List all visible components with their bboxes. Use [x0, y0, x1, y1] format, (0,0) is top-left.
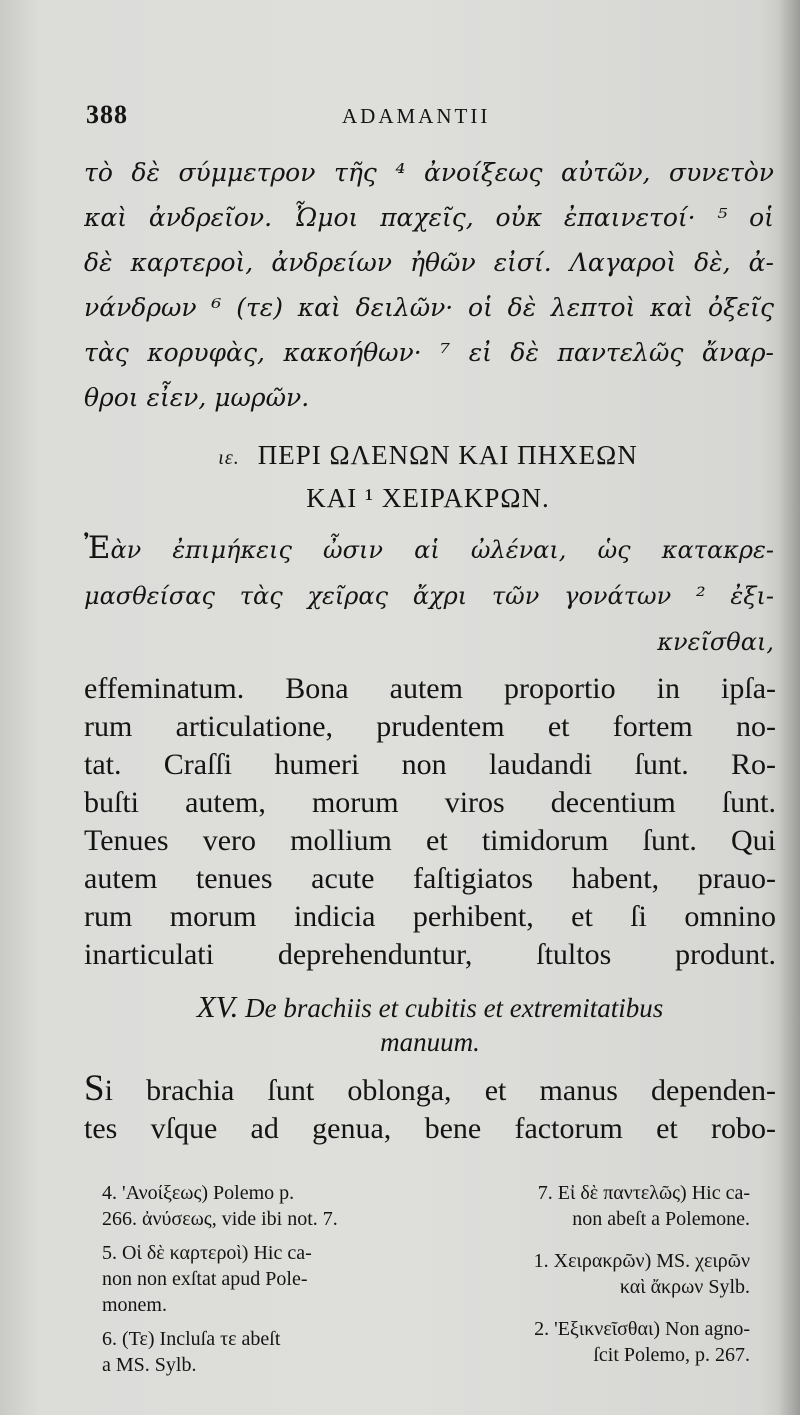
greek-line: δὲ καρτεροὶ, ἀνδρείων ἠθῶν εἰσί. Λαγαροὶ δὲ, ἀ- — [84, 248, 774, 277]
footnote — [102, 1240, 422, 1318]
footnote-line: 5. Οἱ δὲ καρτεροὶ) Hic ca- — [102, 1242, 312, 1264]
footnote-line: ſcit Polemo, p. 267. — [593, 1344, 750, 1366]
footnote — [430, 1248, 750, 1300]
latin-heading-line2: manuum. — [380, 1027, 480, 1057]
latin-line: rum morum indicia perhibent, et ſi omnino — [84, 900, 776, 933]
footnote-line: 4. 'Ανοίξεως) Polemo p. — [102, 1182, 295, 1204]
page-gutter-shadow — [778, 0, 800, 1415]
latin-initial-letter: S — [84, 1070, 105, 1109]
footnote — [430, 1180, 750, 1232]
greek-heading-line1: ΠΕΡΙ ΩΛΕΝΩΝ ΚΑΙ ΠΗΧΕΩΝ — [257, 440, 638, 470]
latin-line: Tenues vero mollium et timidorum ſunt. Qui — [84, 824, 776, 857]
footnote-line: non abeſt a Polemone. — [572, 1208, 750, 1230]
greek-line: τὸ δὲ σύμμετρον τῆς ⁴ ἀνοίξεως αὐτῶν, συνετὸν — [84, 158, 774, 187]
footnote-line: 7. Εἰ δὲ παντελῶς) Hic ca- — [537, 1182, 750, 1204]
greek-body-line: ὰν ἐπιμήκεις ὦσιν αἱ ὠλέναι, ὡς κατακρε- — [110, 536, 774, 564]
greek-body-line: κνεῖσθαι, — [657, 628, 774, 656]
greek-section-number: ιε. — [218, 447, 240, 469]
greek-body-text — [84, 525, 774, 665]
footnote — [102, 1180, 422, 1232]
greek-line: καὶ ἀνδρεῖον. Ὦμοι παχεῖς, οὐκ ἐπαινετοί· ⁵ οἱ — [84, 203, 774, 232]
latin-body-text — [84, 670, 776, 974]
greek-line: νάνδρων ⁶ (τε) καὶ δειλῶν· οἱ δὲ λεπτοὶ καὶ ὀξεῖς — [84, 293, 774, 322]
page-header — [86, 100, 776, 140]
footnote-line: 6. (Τε) Incluſa τε abeſt — [102, 1328, 281, 1350]
footnote-line: 266. ἀνύσεως, vide ibi not. 7. — [102, 1208, 338, 1230]
greek-heading-line2: ΚΑΙ ¹ ΧΕΙΡΑΚΡΩΝ. — [306, 483, 550, 513]
latin-line: inarticulati deprehenduntur, ſtultos produnt. — [84, 938, 776, 971]
greek-initial-letter: Ἐ — [84, 530, 111, 566]
latin-line: tes vſque ad genua, bene factorum et robo- — [84, 1112, 776, 1145]
footnote-line: καὶ ἄκρων Sylb. — [619, 1276, 750, 1298]
footnote-line: 1. Χειρακρῶν) MS. χειρῶν — [533, 1250, 750, 1272]
latin-line: tat. Craſſi humeri non laudandi ſunt. Ro- — [84, 748, 776, 781]
footnote-line: non non exſtat apud Pole- — [102, 1268, 308, 1290]
latin-line: effeminatum. Bona autem proportio in ipſa- — [84, 672, 776, 705]
latin-line: buſti autem, morum viros decentium ſunt. — [84, 786, 776, 819]
greek-line: θροι εἶεν, μωρῶν. — [84, 383, 310, 412]
footnotes-right-column — [430, 1180, 750, 1368]
latin-body-text-2 — [84, 1070, 776, 1148]
latin-line: rum articulatione, prudentem et fortem no- — [84, 710, 776, 743]
latin-section-heading — [84, 990, 776, 1059]
greek-line: τὰς κορυφὰς, κακοήθων· ⁷ εἰ δὲ παντελῶς ἄναρ- — [84, 338, 774, 367]
latin-line: i brachia ſunt oblonga, et manus dependen- — [104, 1074, 776, 1107]
latin-section-number: XV. — [196, 990, 239, 1024]
greek-section-heading — [80, 435, 776, 518]
footnote-line: 2. 'Εξικνεῖσθαι) Non agno- — [534, 1318, 750, 1340]
footnote-line: monem. — [102, 1294, 167, 1316]
footnotes — [84, 1180, 776, 1390]
page-number: 388 — [86, 100, 128, 129]
latin-line: autem tenues acute faſtigiatos habent, prauo- — [84, 862, 776, 895]
running-head: ADAMANTII — [342, 104, 491, 128]
latin-heading-line1: De brachiis et cubitis et extremitatibus — [245, 993, 664, 1023]
footnote-line: a MS. Sylb. — [102, 1354, 197, 1376]
footnote — [102, 1326, 422, 1378]
greek-text-block — [84, 150, 774, 420]
footnote — [430, 1316, 750, 1368]
footnotes-left-column — [102, 1180, 422, 1378]
greek-body-line: μασθείσας τὰς χεῖρας ἄχρι τῶν γονάτων ² ἐξι- — [84, 582, 774, 610]
